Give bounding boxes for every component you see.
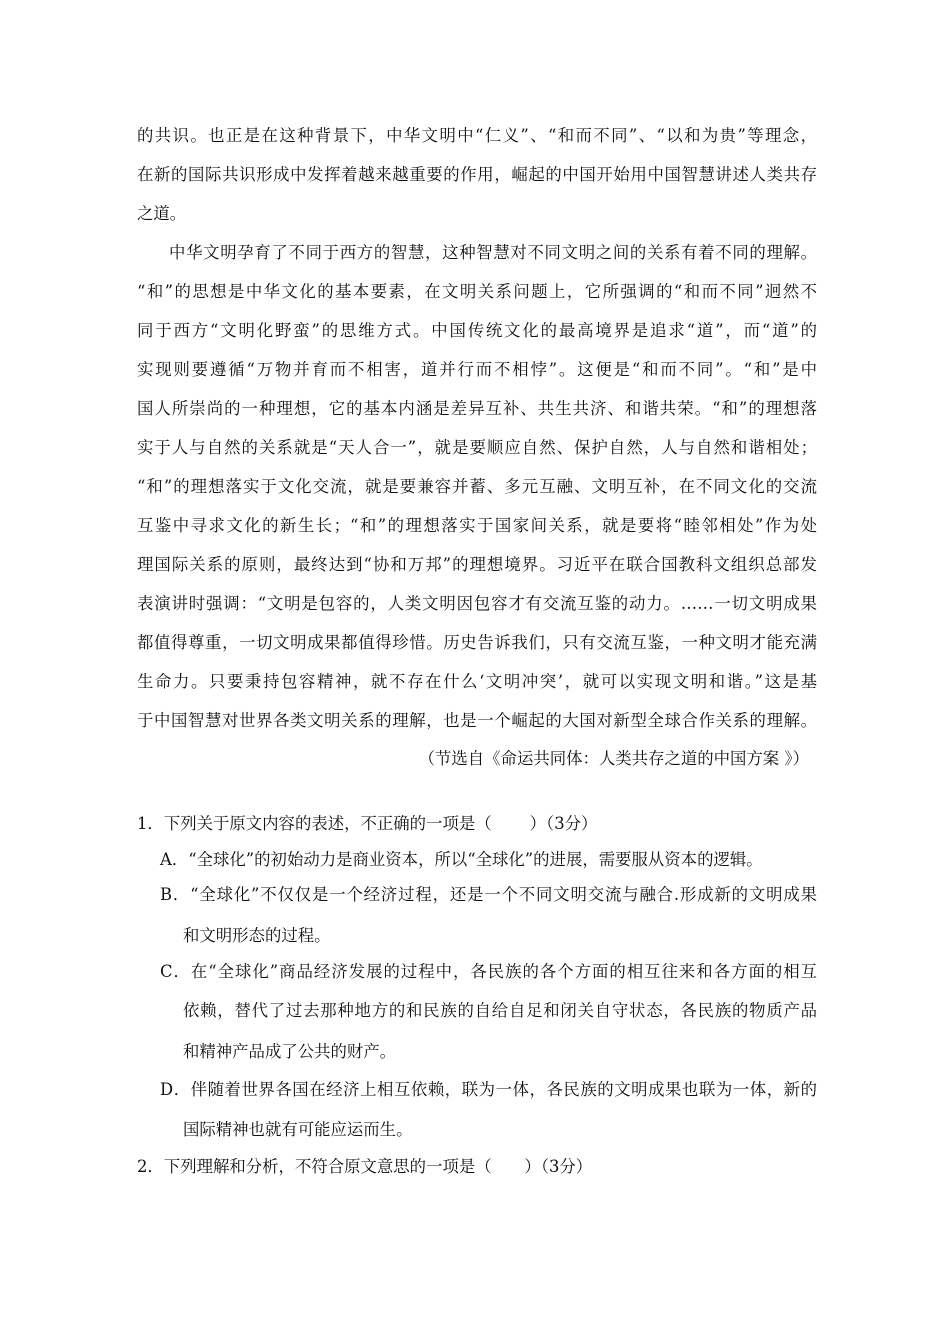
question-2-stem: 2．下列理解和分析，不符合原文意思的一项是（ ）（3分） — [137, 1157, 593, 1176]
passage-line: 的共识。也正是在这种背景下，中华文明中“仁义”、“和而不同”、“以和为贵”等理念， — [137, 126, 817, 145]
passage-line: 实现则要遵循“万物并育而不相害，道并行而不相悖”。这便是“和而不同”。“和”是中 — [137, 360, 817, 379]
option-b: B．“全球化”不仅仅是一个经济过程，还是一个不同文明交流与融合.形成新的文明成果 — [160, 885, 817, 904]
passage-line: 实于人与自然的关系就是“天人合一”，就是要顺应自然、保护自然，人与自然和谐相处； — [137, 438, 817, 457]
option-d: D．伴随着世界各国在经济上相互依赖，联为一体，各民族的文明成果也联为一体，新的 — [160, 1080, 817, 1099]
option-c-cont: 和精神产品成了公共的财产。 — [183, 1042, 397, 1061]
passage-line: 互鉴中寻求文化的新生长；“和”的理想落实于国家间关系，就是要将“睦邻相处”作为处 — [137, 516, 817, 535]
passage-line: 同于西方“文明化野蛮”的思维方式。中国传统文化的最高境界是追求“道”，而“道”的 — [137, 321, 817, 340]
passage-line: 中华文明孕育了不同于西方的智慧，这种智慧对不同文明之间的关系有着不同的理解。 — [169, 243, 817, 262]
passage-source: （节选自《命运共同体：人类共存之道的中国方案 》） — [418, 749, 809, 768]
passage-line: “和”的思想是中华文化的基本要素，在文明关系问题上，它所强调的“和而不同”迥然不 — [137, 282, 817, 301]
passage-line: 都值得尊重，一切文明成果都值得珍惜。历史告诉我们，只有交流互鉴，一种文明才能充满 — [137, 633, 817, 652]
question-1-stem: 1．下列关于原文内容的表述，不正确的一项是（ ）（3分） — [137, 814, 598, 833]
option-a: A．“全球化”的初始动力是商业资本，所以“全球化”的进展，需要服从资本的逻辑。 — [160, 850, 763, 869]
option-c: C．在“全球化”商品经济发展的过程中，各民族的各个方面的相互往来和各方面的相互 — [160, 962, 817, 981]
passage-line: 国人所崇尚的一种理想，它的基本内涵是差异互补、共生共济、和谐共荣。“和”的理想落 — [137, 399, 817, 418]
passage-line: 理国际关系的原则，最终达到“协和万邦”的理想境界。习近平在联合国教科文组织总部发 — [137, 555, 817, 574]
passage-line: “和”的理想落实于文化交流，就是要兼容并蓄、多元互融、文明互补，在不同文化的交流 — [137, 477, 817, 496]
passage-line: 生命力。只要秉持包容精神，就不存在什么‘文明冲突’，就可以实现文明和谐。”这是基 — [137, 672, 817, 691]
passage-line: 表演讲时强调：“文明是包容的，人类文明因包容才有交流互鉴的动力。……一切文明成果 — [137, 594, 817, 613]
passage-line: 在新的国际共识形成中发挥着越来越重要的作用，崛起的中国开始用中国智慧讲述人类共存 — [137, 165, 817, 184]
passage-line: 之道。 — [137, 204, 187, 223]
passage-line: 于中国智慧对世界各类文明关系的理解，也是一个崛起的大国对新型全球合作关系的理解。 — [137, 711, 817, 730]
option-b-cont: 和文明形态的过程。 — [183, 926, 331, 945]
option-c-cont: 依赖，替代了过去那种地方的和民族的自给自足和闭关自守状态，各民族的物质产品 — [183, 1001, 817, 1020]
option-d-cont: 国际精神也就有可能应运而生。 — [183, 1120, 413, 1139]
